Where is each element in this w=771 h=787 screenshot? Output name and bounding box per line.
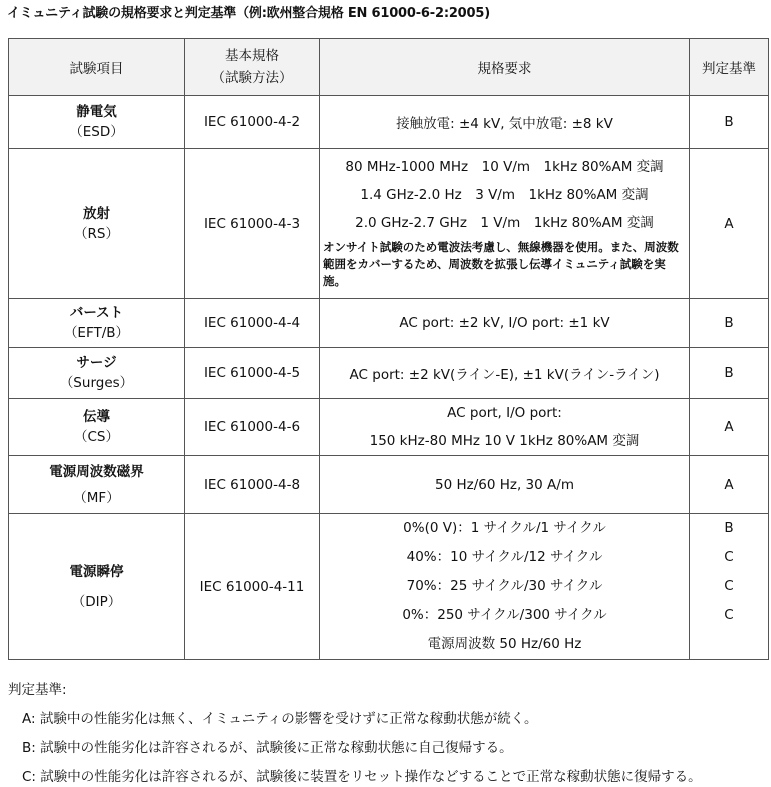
requirement-cell: AC port: ±2 kV, I/O port: ±1 kV: [320, 299, 690, 348]
test-item-cell: [9, 96, 185, 149]
table-row-esd: [9, 96, 769, 149]
requirement-cell: 接触放電: ±4 kV, 気中放電: ±8 kV: [320, 96, 690, 149]
requirement-note: オンサイト試験のため電波法考慮し、無線機器を使用。また、周波数範囲をカバーするため、周波数を拡張し伝導イミュニティ試験を実施。: [323, 240, 679, 288]
test-item-cell: [9, 299, 185, 348]
requirement-cell: 80 MHz-1000 MHz 10 V/m 1kHz 80%AM 変調 1.4 GHz-2.0 Hz 3 V/m 1kHz 80%AM 変調 2.0 GHz-2.7 GHz 1 V/m 1kHz 80%AM 変調 オンサイト試験のため電波法考慮し、無線機器を使用。また、周波数範囲をカバーするため、周波数を拡張し伝導イミュニティ試験を実施。: [320, 149, 690, 299]
standard-cell: IEC 61000-4-5: [185, 348, 320, 399]
test-item-name: 伝導: [83, 409, 110, 425]
test-item-cell: [9, 348, 185, 399]
header-requirement: 規格要求: [320, 39, 690, 96]
test-item-cell: [9, 456, 185, 514]
test-item-abbr: （EFT/B）: [63, 325, 130, 341]
judgement-cell: B: [690, 96, 769, 149]
table-row-cs: [9, 399, 769, 456]
test-item-name: 放射: [83, 205, 110, 222]
test-item-cell: [9, 514, 185, 660]
test-item-abbr: （MF）: [73, 489, 120, 506]
test-item-name: 電源瞬停: [69, 563, 124, 580]
test-item-name: バースト: [69, 305, 124, 321]
judgement-cell: A: [690, 149, 769, 299]
test-item-abbr: （RS）: [74, 225, 119, 242]
judgement-cell: A: [690, 399, 769, 456]
requirement-cell: 50 Hz/60 Hz, 30 A/m: [320, 456, 690, 514]
test-item-name: サージ: [76, 355, 117, 371]
standard-cell: IEC 61000-4-2: [185, 96, 320, 149]
requirement-cell: AC port: ±2 kV(ライン-E), ±1 kV(ライン-ライン): [320, 348, 690, 399]
test-item-abbr: （Surges）: [59, 375, 134, 391]
judgement-cell: B: [690, 348, 769, 399]
table-row-dip: [9, 514, 769, 660]
test-item-abbr: （DIP）: [71, 593, 122, 610]
header-judgement: 判定基準: [690, 39, 769, 96]
test-item-cell: [9, 149, 185, 299]
requirement-cell: 0%(0 V)：1 サイクル/1 サイクル 40%：10 サイクル/12 サイクル 70%：25 サイクル/30 サイクル 0%：250 サイクル/300 サイクル 電源周波数 50 Hz/60 Hz: [320, 514, 690, 660]
table-row-eft: [9, 299, 769, 348]
header-standard: 基本規格 （試験方法）: [185, 39, 320, 96]
standard-cell: IEC 61000-4-11: [185, 514, 320, 660]
table-header-row: [9, 39, 769, 96]
test-item-name: 電源周波数磁界: [49, 463, 144, 480]
judgement-cell: B: [690, 299, 769, 348]
criteria-item-b: B: 試験中の性能劣化は許容されるが、試験後に正常な稼動状態に自己復帰する。: [22, 740, 513, 756]
page-title: イミュニティ試験の規格要求と判定基準（例:欧州整合規格 EN 61000-6-2:2005): [7, 6, 490, 21]
immunity-test-table: [8, 38, 769, 660]
standard-cell: IEC 61000-4-8: [185, 456, 320, 514]
table-row-mf: [9, 456, 769, 514]
criteria-item-c: C: 試験中の性能劣化は許容されるが、試験後に装置をリセット操作などすることで正常な稼動状態に復帰する。: [22, 769, 702, 785]
standard-cell: IEC 61000-4-3: [185, 149, 320, 299]
standard-cell: IEC 61000-4-6: [185, 399, 320, 456]
standard-cell: IEC 61000-4-4: [185, 299, 320, 348]
header-item: 試験項目: [9, 39, 185, 96]
criteria-heading: 判定基準:: [8, 682, 67, 698]
test-item-abbr: （CS）: [74, 429, 119, 445]
requirement-cell: AC port, I/O port: 150 kHz-80 MHz 10 V 1kHz 80%AM 変調: [320, 399, 690, 456]
test-item-abbr: （ESD）: [69, 124, 124, 140]
judgement-cell: B C C C: [690, 514, 769, 660]
judgement-cell: A: [690, 456, 769, 514]
test-item-cell: [9, 399, 185, 456]
test-item-name: 静電気: [76, 104, 117, 120]
criteria-item-a: A: 試験中の性能劣化は無く、イミュニティの影響を受けずに正常な稼動状態が続く。: [22, 711, 538, 727]
criteria-section: [8, 680, 702, 787]
table-row-rs: [9, 149, 769, 299]
table-row-surges: [9, 348, 769, 399]
